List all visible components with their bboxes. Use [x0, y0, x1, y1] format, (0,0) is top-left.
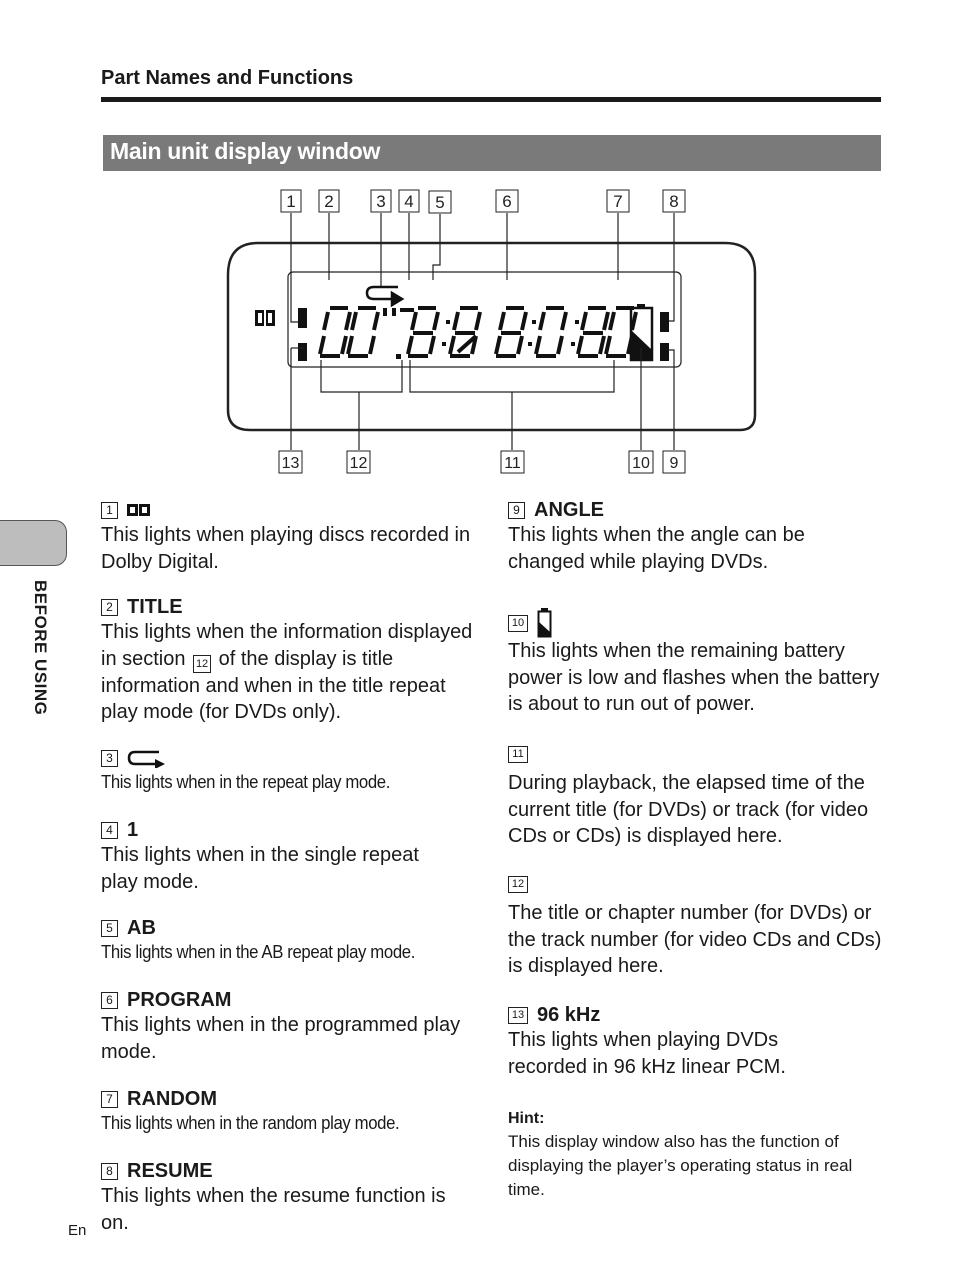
- item-title: RESUME: [127, 1159, 213, 1182]
- callout-13: 13: [281, 455, 300, 472]
- page-language: En: [68, 1222, 87, 1239]
- item-number: 12: [508, 876, 528, 893]
- item-title: AB: [127, 916, 156, 939]
- item-number: 3: [101, 750, 118, 767]
- repeat-icon: [367, 287, 402, 305]
- item-description: This lights when in the repeat play mode.: [101, 772, 391, 792]
- list-item-10: [508, 608, 883, 718]
- unit-housing: [228, 243, 755, 430]
- section-title: Main unit display window: [110, 138, 381, 164]
- item-title: 96 kHz: [537, 1003, 601, 1026]
- list-item-6: [101, 988, 461, 1065]
- item-description: This lights when in the AB repeat play mode.: [101, 942, 415, 962]
- callout-11: 11: [504, 455, 521, 472]
- list-item-3: [101, 746, 412, 794]
- callout-3: 3: [376, 192, 386, 211]
- dolby-indicator: [298, 308, 307, 328]
- item-title: RANDOM: [127, 1087, 217, 1110]
- item-number: 6: [101, 992, 118, 1009]
- callout-12: 12: [349, 455, 368, 472]
- item-description: This lights when playing DVDs recorded in 96 kHz linear PCM.: [508, 1029, 786, 1078]
- side-tab: [0, 520, 67, 566]
- hint-block: [508, 1110, 883, 1202]
- item-title: ANGLE: [534, 498, 604, 521]
- callout-2: 2: [324, 192, 334, 211]
- display-window-diagram: [220, 180, 760, 480]
- item-number: 11: [508, 746, 528, 763]
- top-callouts: [281, 190, 685, 213]
- dolby-digital-icon: [255, 310, 275, 326]
- item-number: 4: [101, 822, 118, 839]
- item-description: This lights when in the single repeat play mode.: [101, 844, 419, 893]
- list-item-4: [101, 818, 461, 895]
- item-number: 9: [508, 502, 525, 519]
- page-section-header: Part Names and Functions: [101, 67, 354, 89]
- header-divider: [101, 97, 881, 102]
- list-item-1: [101, 498, 486, 575]
- repeat-icon: [127, 748, 167, 768]
- item-description: This lights when the remaining battery power is low and flashes when the battery is about to run out of power.: [508, 640, 880, 715]
- callout-10: 10: [632, 455, 650, 472]
- item-description: During playback, the elapsed time of the current title (for DVDs) or track (for video CDs or CDs) is displayed here.: [508, 772, 869, 847]
- list-item-12: [508, 872, 883, 980]
- segment-display: [320, 308, 636, 356]
- item-description: This lights when the information displayed in section 12 of the display is title information and when in the title repeat play mode (for DVDs only).: [101, 621, 473, 724]
- item-title: PROGRAM: [127, 988, 232, 1011]
- callout-1: 1: [286, 192, 296, 211]
- list-item-5: [101, 916, 439, 964]
- item-description: This lights when the angle can be changed while playing DVDs.: [508, 524, 805, 573]
- callout-5: 5: [435, 193, 445, 212]
- item-number: 13: [508, 1007, 528, 1024]
- dolby-digital-icon: [127, 502, 151, 518]
- item-number: 10: [508, 615, 528, 632]
- angle-indicator: [660, 343, 669, 361]
- item-description: This lights when playing discs recorded in Dolby Digital.: [101, 524, 471, 573]
- item-number: 8: [101, 1163, 118, 1180]
- item-description: The title or chapter number (for DVDs) or the track number (for video CDs and CDs) is displayed here.: [508, 902, 882, 977]
- callout-7: 7: [613, 192, 623, 211]
- 96khz-indicator: [298, 343, 307, 361]
- item-number: 7: [101, 1091, 118, 1108]
- list-item-7: [101, 1087, 422, 1135]
- callout-4: 4: [404, 192, 414, 211]
- bottom-callouts: [279, 451, 685, 473]
- item-description: This lights when the resume function is on.: [101, 1185, 446, 1234]
- item-number: 2: [101, 599, 118, 616]
- item-description: This lights when in the programmed play mode.: [101, 1014, 461, 1063]
- item-title: TITLE: [127, 595, 183, 618]
- callout-8: 8: [669, 192, 679, 211]
- list-item-13: [508, 1003, 838, 1080]
- list-item-2: [101, 595, 481, 726]
- callout-9: 9: [669, 455, 679, 472]
- callout-6: 6: [502, 192, 512, 211]
- battery-icon: [537, 608, 553, 638]
- item-number: 5: [101, 920, 118, 937]
- hint-text: This display window also has the function of displaying the player’s operating status in real time.: [508, 1132, 853, 1199]
- side-tab-label: BEFORE USING: [31, 580, 50, 716]
- list-item-9: [508, 498, 853, 575]
- list-item-8: [101, 1159, 466, 1236]
- resume-indicator: [660, 312, 669, 332]
- item-title: 1: [127, 818, 139, 841]
- item-number: 1: [101, 502, 118, 519]
- hint-title: Hint:: [508, 1110, 545, 1127]
- section-ref: 12: [193, 655, 211, 673]
- item-description: This lights when in the random play mode.: [101, 1113, 400, 1133]
- list-item-11: [508, 742, 883, 850]
